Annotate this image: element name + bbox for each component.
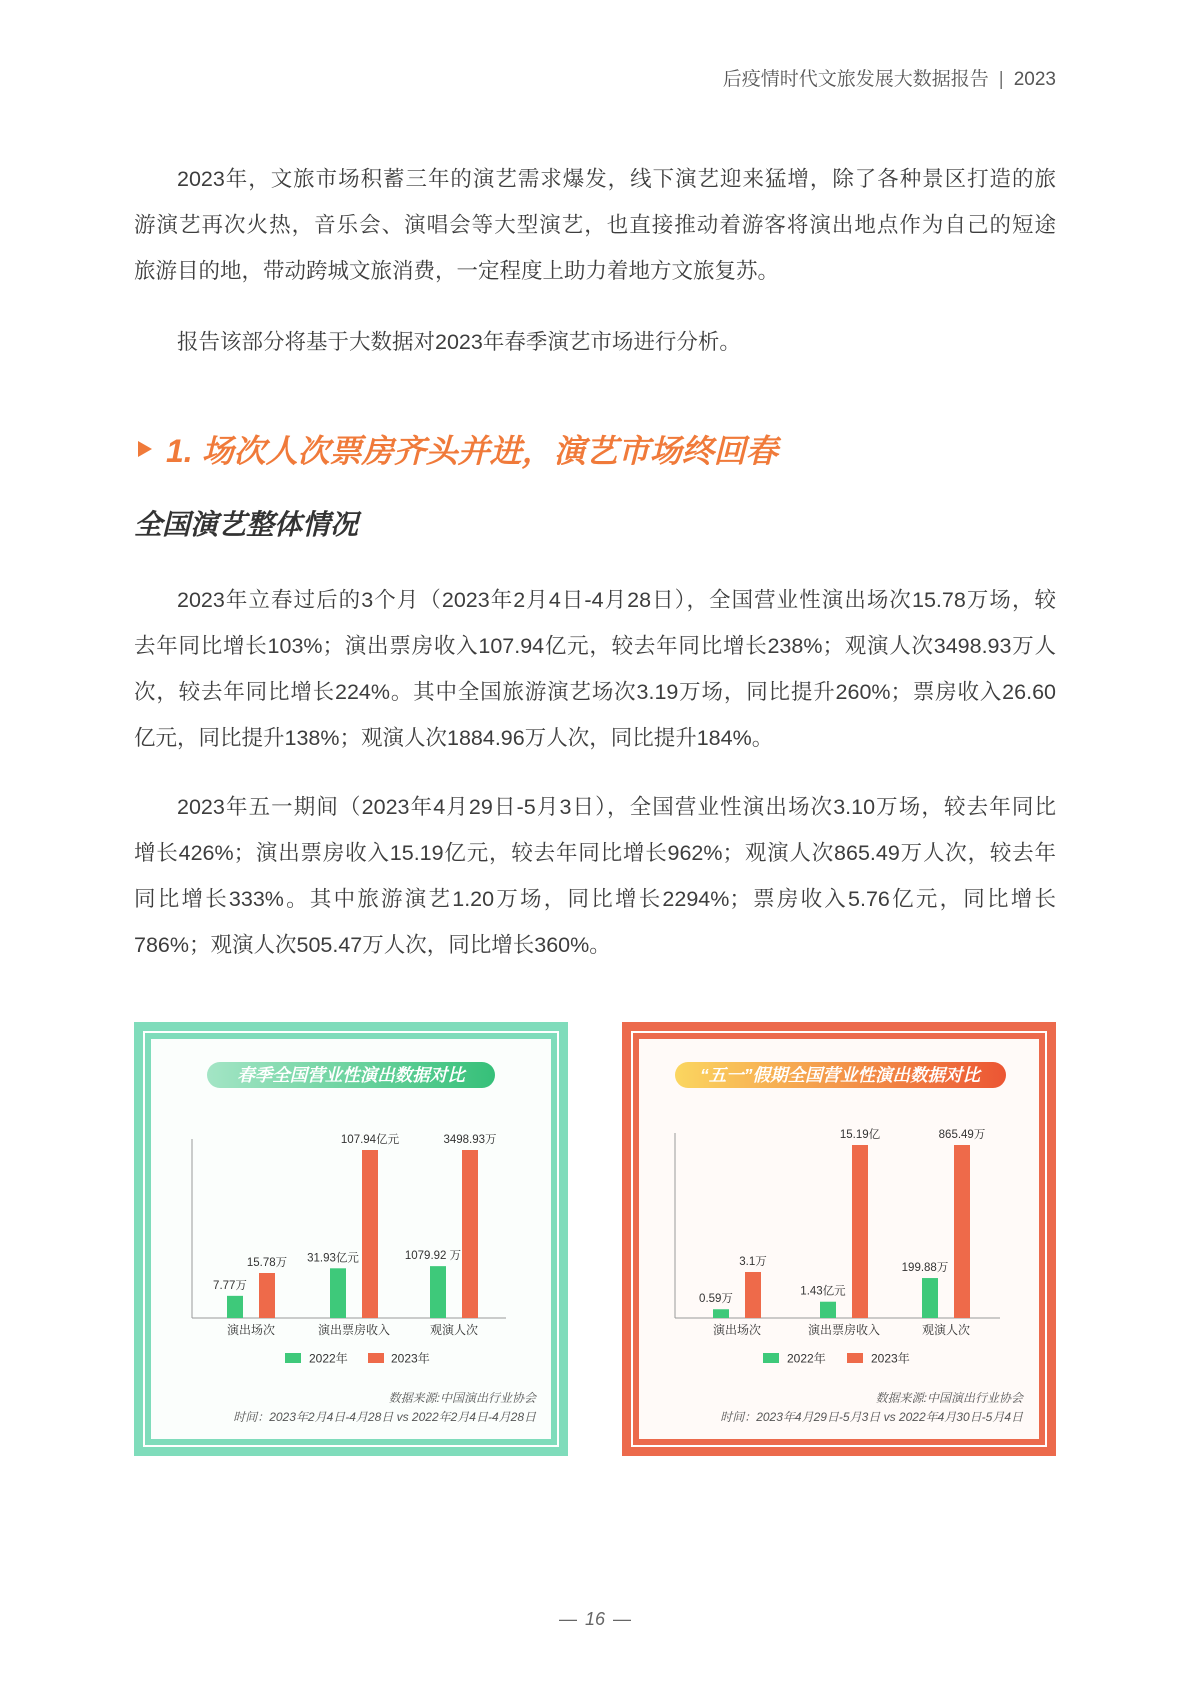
text-line: 同比增长333%。其中旅游演艺1.20万场，同比增长2294%；票房收入5.76亿元，同比增长: [134, 887, 1056, 911]
bar-2023-box-office: [852, 1145, 868, 1318]
intro-paragraph-2: [134, 319, 1056, 365]
bar-value-label-2022-attendance: 199.88万: [901, 1262, 949, 1275]
text-line: 旅游目的地，带动跨城文旅消费，一定程度上助力着地方文旅复苏。: [134, 259, 780, 283]
data-source-note: 数据来源:中国演出行业协会: [388, 1391, 536, 1405]
bar-2022-performances: [227, 1296, 243, 1318]
text-line: 2023年，文旅市场积蓄三年的演艺需求爆发，线下演艺迎来猛增，除了各种景区打造的旅: [177, 167, 1056, 191]
bar-2023-performances: [745, 1272, 761, 1318]
category-label-performances: 演出场次: [226, 1323, 276, 1337]
page-number: [0, 1607, 1190, 1631]
text-line: 2023年五一期间（2023年4月29日-5月3日），全国营业性演出场次3.10万场，较去年同比: [177, 795, 1056, 819]
chart-title: 春季全国营业性演出数据对比: [237, 1065, 465, 1085]
bar-2023-attendance: [462, 1150, 478, 1318]
legend-swatch-2023: [368, 1353, 384, 1363]
bar-2022-attendance: [430, 1266, 446, 1318]
running-header: [723, 68, 1056, 92]
bar-value-label-2023-performances: 15.78万: [246, 1257, 288, 1269]
section-heading: [137, 429, 778, 469]
bars-group: [699, 1128, 985, 1337]
triangle-bullet-icon: [137, 440, 153, 458]
mayday-performance-chart-card: [622, 1022, 1056, 1456]
legend-label-2022: 2022年: [309, 1351, 348, 1366]
legend-swatch-2022: [285, 1353, 301, 1363]
bar-value-label-2023-performances: 3.1万: [739, 1256, 767, 1268]
legend: [763, 1351, 910, 1366]
report-year: 2023: [1013, 69, 1056, 90]
bar-value-label-2022-box-office: 1.43亿元: [800, 1285, 846, 1298]
text-line: 亿元，同比提升138%；观演人次1884.96万人次，同比提升184%。: [134, 726, 774, 750]
text-line: 增长426%；演出票房收入15.19亿元，较去年同比增长962%；观演人次865.49万人次，较去年: [134, 841, 1056, 865]
category-label-attendance: 观演人次: [921, 1323, 971, 1337]
report-title: 后疫情时代文旅发展大数据报告: [722, 69, 989, 90]
bar-2022-box-office: [820, 1302, 836, 1318]
bar-value-label-2023-box-office: 15.19亿: [839, 1129, 881, 1141]
body-paragraph-1: [134, 577, 1056, 761]
bar-value-label-2023-attendance: 3498.93万: [443, 1134, 497, 1146]
header-separator: |: [998, 69, 1004, 90]
intro-paragraph-1: [134, 156, 1056, 294]
text-line: 报告该部分将基于大数据对2023年春季演艺市场进行分析。: [177, 330, 741, 354]
spring-bar-chart: [134, 1022, 568, 1456]
data-source-note: 数据来源:中国演出行业协会: [875, 1391, 1023, 1405]
text-line: 786%；观演人次505.47万人次，同比增长360%。: [134, 933, 611, 957]
bar-value-label-2022-box-office: 31.93亿元: [307, 1252, 359, 1265]
bar-value-label-2023-attendance: 865.49万: [938, 1129, 986, 1141]
page-number-value: 16: [584, 1609, 606, 1629]
page-number-dash-left: —: [558, 1609, 577, 1629]
chart-title: “五一”假期全国营业性演出数据对比: [700, 1065, 980, 1085]
bar-2022-performances: [713, 1309, 729, 1318]
bar-2023-attendance: [954, 1145, 970, 1318]
category-label-attendance: 观演人次: [429, 1323, 479, 1337]
body-paragraph-2: [134, 784, 1056, 968]
page-number-dash-right: —: [613, 1609, 632, 1629]
bar-2022-box-office: [330, 1268, 346, 1318]
legend-swatch-2022: [763, 1353, 779, 1363]
bar-value-label-2022-attendance: 1079.92 万: [404, 1250, 462, 1263]
category-label-box-office: 演出票房收入: [317, 1323, 391, 1337]
text-line: 2023年立春过后的3个月（2023年2月4日-4月28日），全国营业性演出场次15.78万场，较: [177, 588, 1056, 612]
category-label-box-office: 演出票房收入: [807, 1323, 881, 1337]
bar-2022-attendance: [922, 1278, 938, 1318]
category-label-performances: 演出场次: [712, 1323, 762, 1337]
bar-value-label-2022-performances: 0.59万: [699, 1293, 733, 1306]
bar-2023-performances: [259, 1273, 275, 1318]
bar-value-label-2023-box-office: 107.94亿元: [340, 1134, 400, 1146]
bar-2023-box-office: [362, 1150, 378, 1318]
text-line: 次，较去年同比增长224%。其中全国旅游演艺场次3.19万场，同比提升260%；票房收入26.60: [134, 680, 1056, 704]
text-line: 去年同比增长103%；演出票房收入107.94亿元，较去年同比增长238%；观演人次3498.93万人: [134, 634, 1056, 658]
section-heading-text: 1. 场次人次票房齐头并进，演艺市场终回春: [166, 433, 778, 469]
subsection-heading: 全国演艺整体情况: [134, 509, 359, 540]
bar-value-label-2022-performances: 7.77万: [213, 1279, 247, 1292]
legend-label-2023: 2023年: [871, 1351, 910, 1366]
legend-label-2023: 2023年: [391, 1351, 430, 1366]
legend-label-2022: 2022年: [787, 1351, 826, 1366]
spring-performance-chart-card: [134, 1022, 568, 1456]
triangle-shape: [138, 441, 152, 457]
legend-swatch-2023: [847, 1353, 863, 1363]
mayday-bar-chart: [622, 1022, 1056, 1456]
text-line: 游演艺再次火热，音乐会、演唱会等大型演艺，也直接推动着游客将演出地点作为自己的短途: [134, 213, 1056, 237]
data-period-note: 时间：2023年2月4日-4月28日 vs 2022年2月4日-4月28日: [233, 1410, 536, 1424]
bars-group: [213, 1133, 496, 1337]
data-period-note: 时间：2023年4月29日-5月3日 vs 2022年4月30日-5月4日: [720, 1410, 1023, 1424]
legend: [285, 1351, 430, 1366]
